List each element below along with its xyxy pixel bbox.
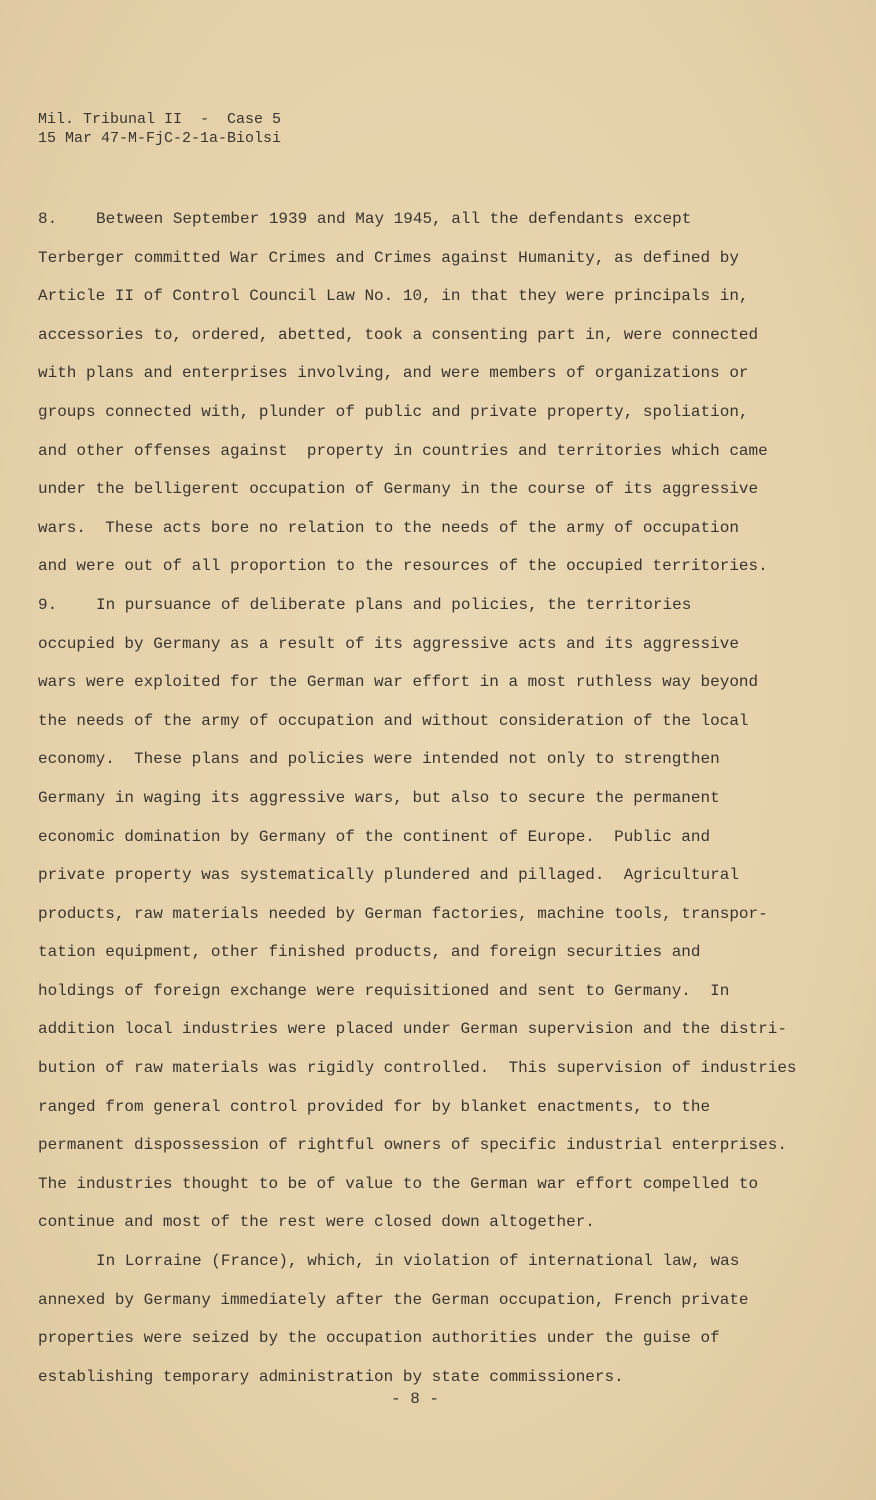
line-text: In Lorraine (France), which, in violation of international law, was <box>96 1252 740 1271</box>
line-text: tation equipment, other finished products, and foreign securities and <box>38 943 701 962</box>
text-line <box>38 818 797 857</box>
line-text: wars were exploited for the German war effort in a most ruthless way beyond <box>38 673 759 692</box>
line-text: Between September 1939 and May 1945, all the defendants except <box>96 210 692 228</box>
page-number: - 8 - <box>390 1390 439 1408</box>
paragraph-number: 8. <box>38 210 58 228</box>
text-line <box>38 1203 797 1242</box>
line-text: with plans and enterprises involving, and were members of organizations or <box>38 364 749 383</box>
text-line <box>38 933 797 972</box>
line-text: and were out of all proportion to the resources of the occupied territories. <box>38 557 768 576</box>
line-text: occupied by Germany as a result of its aggressive acts and its aggressive <box>38 634 739 653</box>
line-text: bution of raw materials was rigidly controlled. This supervision of industries <box>38 1059 797 1078</box>
line-text: products, raw materials needed by German factories, machine tools, transpor- <box>38 904 768 923</box>
text-line <box>38 316 797 355</box>
text-line <box>38 1281 797 1320</box>
text-line <box>38 1049 797 1088</box>
line-text: accessories to, ordered, abetted, took a consenting part in, were connected <box>38 325 759 344</box>
text-line <box>38 200 797 239</box>
header-line-1: Mil. Tribunal II - Case 5 <box>38 111 282 128</box>
paragraph-number: 9. <box>38 595 58 614</box>
text-line <box>38 972 797 1011</box>
text-line <box>38 1126 797 1165</box>
line-text: continue and most of the rest were closed down altogether. <box>38 1213 595 1232</box>
text-line <box>38 1088 797 1127</box>
line-text: wars. These acts bore no relation to the needs of the army of occupation <box>38 518 739 537</box>
text-line <box>38 1242 797 1281</box>
line-text: economic domination by Germany of the continent of Europe. Public and <box>38 827 711 846</box>
line-text: The industries thought to be of value to the German war effort compelled to <box>38 1174 759 1193</box>
text-line <box>38 1319 797 1358</box>
line-text: properties were seized by the occupation authorities under the guise of <box>38 1329 720 1348</box>
line-text: the needs of the army of occupation and without consideration of the local <box>38 711 749 730</box>
text-line <box>38 470 797 509</box>
text-line <box>38 625 797 664</box>
text-line <box>38 663 797 702</box>
text-line <box>38 740 797 779</box>
document-body <box>38 200 797 1396</box>
text-line <box>38 354 797 393</box>
line-text: addition local industries were placed under German supervision and the distri- <box>38 1020 787 1039</box>
document-header <box>38 110 281 148</box>
text-line <box>38 239 797 278</box>
text-line <box>38 1010 797 1049</box>
line-text: and other offenses against property in countries and territories which came <box>38 441 768 460</box>
text-line <box>38 509 797 548</box>
line-text: groups connected with, plunder of public and private property, spoliation, <box>38 402 749 421</box>
line-text: private property was systematically plundered and pillaged. Agricultural <box>38 866 739 885</box>
line-text: economy. These plans and policies were intended not only to strengthen <box>38 750 720 769</box>
line-text: annexed by Germany immediately after the German occupation, French private <box>38 1290 749 1309</box>
text-line <box>38 702 797 741</box>
line-text: permanent dispossession of rightful owners of specific industrial enterprises. <box>38 1136 787 1155</box>
text-line <box>38 432 797 471</box>
line-text: ranged from general control provided for by blanket enactments, to the <box>38 1097 711 1116</box>
line-text: establishing temporary administration by state commissioners. <box>38 1367 624 1386</box>
text-line <box>38 856 797 895</box>
text-line <box>38 277 797 316</box>
text-line <box>38 895 797 934</box>
text-line <box>38 586 797 625</box>
line-text: Article II of Control Council Law No. 10, in that they were principals in, <box>38 287 749 306</box>
line-text: Germany in waging its aggressive wars, but also to secure the permanent <box>38 788 720 807</box>
text-line <box>38 1165 797 1204</box>
line-text: Terberger committed War Crimes and Crimes against Humanity, as defined by <box>38 248 739 267</box>
line-text: under the belligerent occupation of Germany in the course of its aggressive <box>38 480 759 499</box>
text-line <box>38 779 797 818</box>
header-line-2: 15 Mar 47-M-FjC-2-1a-Biolsi <box>38 130 282 147</box>
line-text: holdings of foreign exchange were requisitioned and sent to Germany. In <box>38 981 730 1000</box>
text-line <box>38 547 797 586</box>
line-text: In pursuance of deliberate plans and policies, the territories <box>96 595 692 614</box>
text-line <box>38 393 797 432</box>
